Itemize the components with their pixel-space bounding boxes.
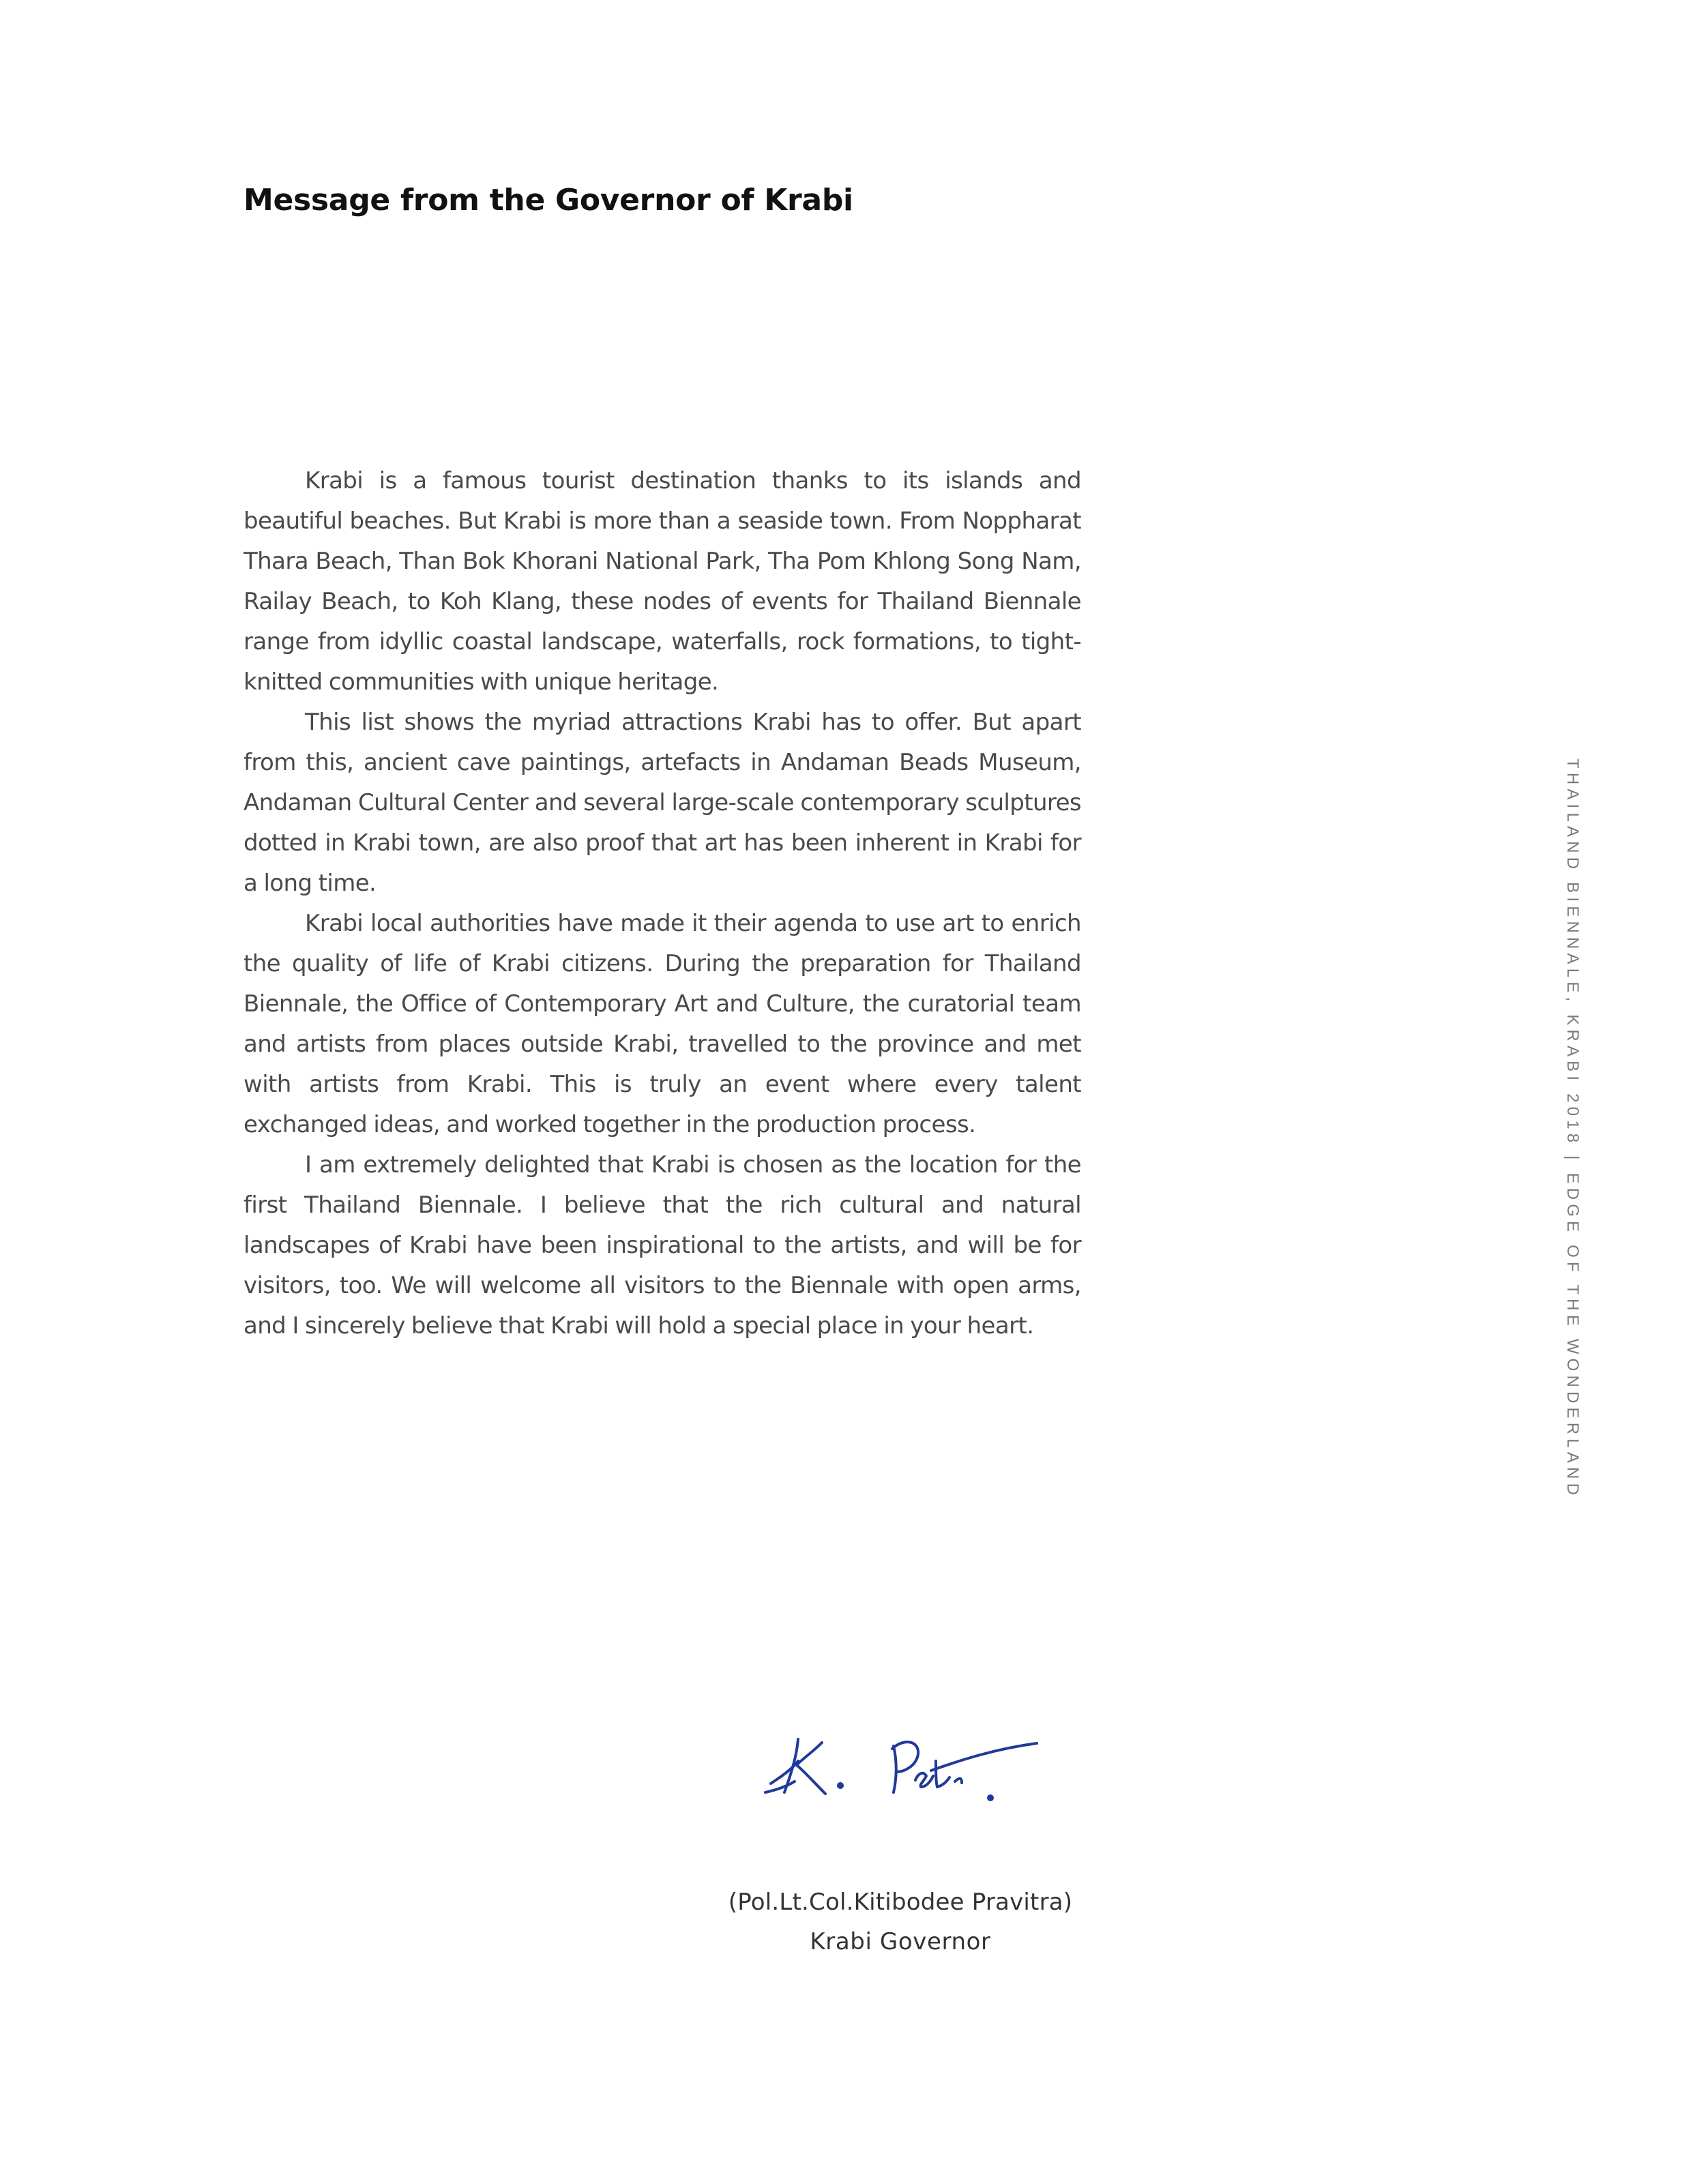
paragraph-3: Krabi local authorities have made it their agenda to use art to enrich the quality of life of Krabi citizens. During the preparation for Thailand Biennale, the Office of Contemporary Art and Culture, the curatorial team and artists from places outside Krabi, travelled to the province and met with artists from Krabi. This is truly an event where every talent exchanged ideas, and worked together in the production process.: [244, 910, 1081, 1138]
paragraph-4: I am extremely delighted that Krabi is chosen as the location for the first Thailand Biennale. I believe that the rich cultural and natural landscapes of Krabi have been inspirational to the artists, and will be for visitors, too. We will welcome all visitors to the Biennale with open arms, and I sincerely believe that Krabi will hold a special place in your heart.: [244, 1151, 1081, 1340]
signatory-title: Krabi Governor: [810, 1928, 991, 1955]
message-body: [244, 461, 1081, 1346]
paragraph-1: Krabi is a famous tourist destination thanks to its islands and beautiful beaches. But Krabi is more than a seaside town. From Noppharat Thara Beach, Than Bok Khorani National Park, Tha Pom Khlong Song Nam, Railay Beach, to Koh Klang, these nodes of events for Thailand Biennale range from idyllic coastal landscape, waterfalls, rock formations, to tight-knitted communities with unique heritage.: [244, 467, 1081, 696]
signatory-name: (Pol.Lt.Col.Kitibodee Pravitra): [728, 1889, 1073, 1916]
paragraph-2: This list shows the myriad attractions Krabi has to offer. But apart from this, ancient cave paintings, artefacts in Andaman Beads Museum, Andaman Cultural Center and several large-scale contemporary sculptures dotted in Krabi town, are also proof that art has been inherent in Krabi for a long time.: [244, 709, 1081, 897]
signature-image: [757, 1719, 1044, 1807]
page-title: Message from the Governor of Krabi: [244, 183, 853, 218]
side-caption: THAILAND BIENNALE, KRABI 2018 | EDGE OF THE WONDERLAND: [1563, 758, 1582, 1500]
signature-block: [709, 1882, 1091, 1962]
